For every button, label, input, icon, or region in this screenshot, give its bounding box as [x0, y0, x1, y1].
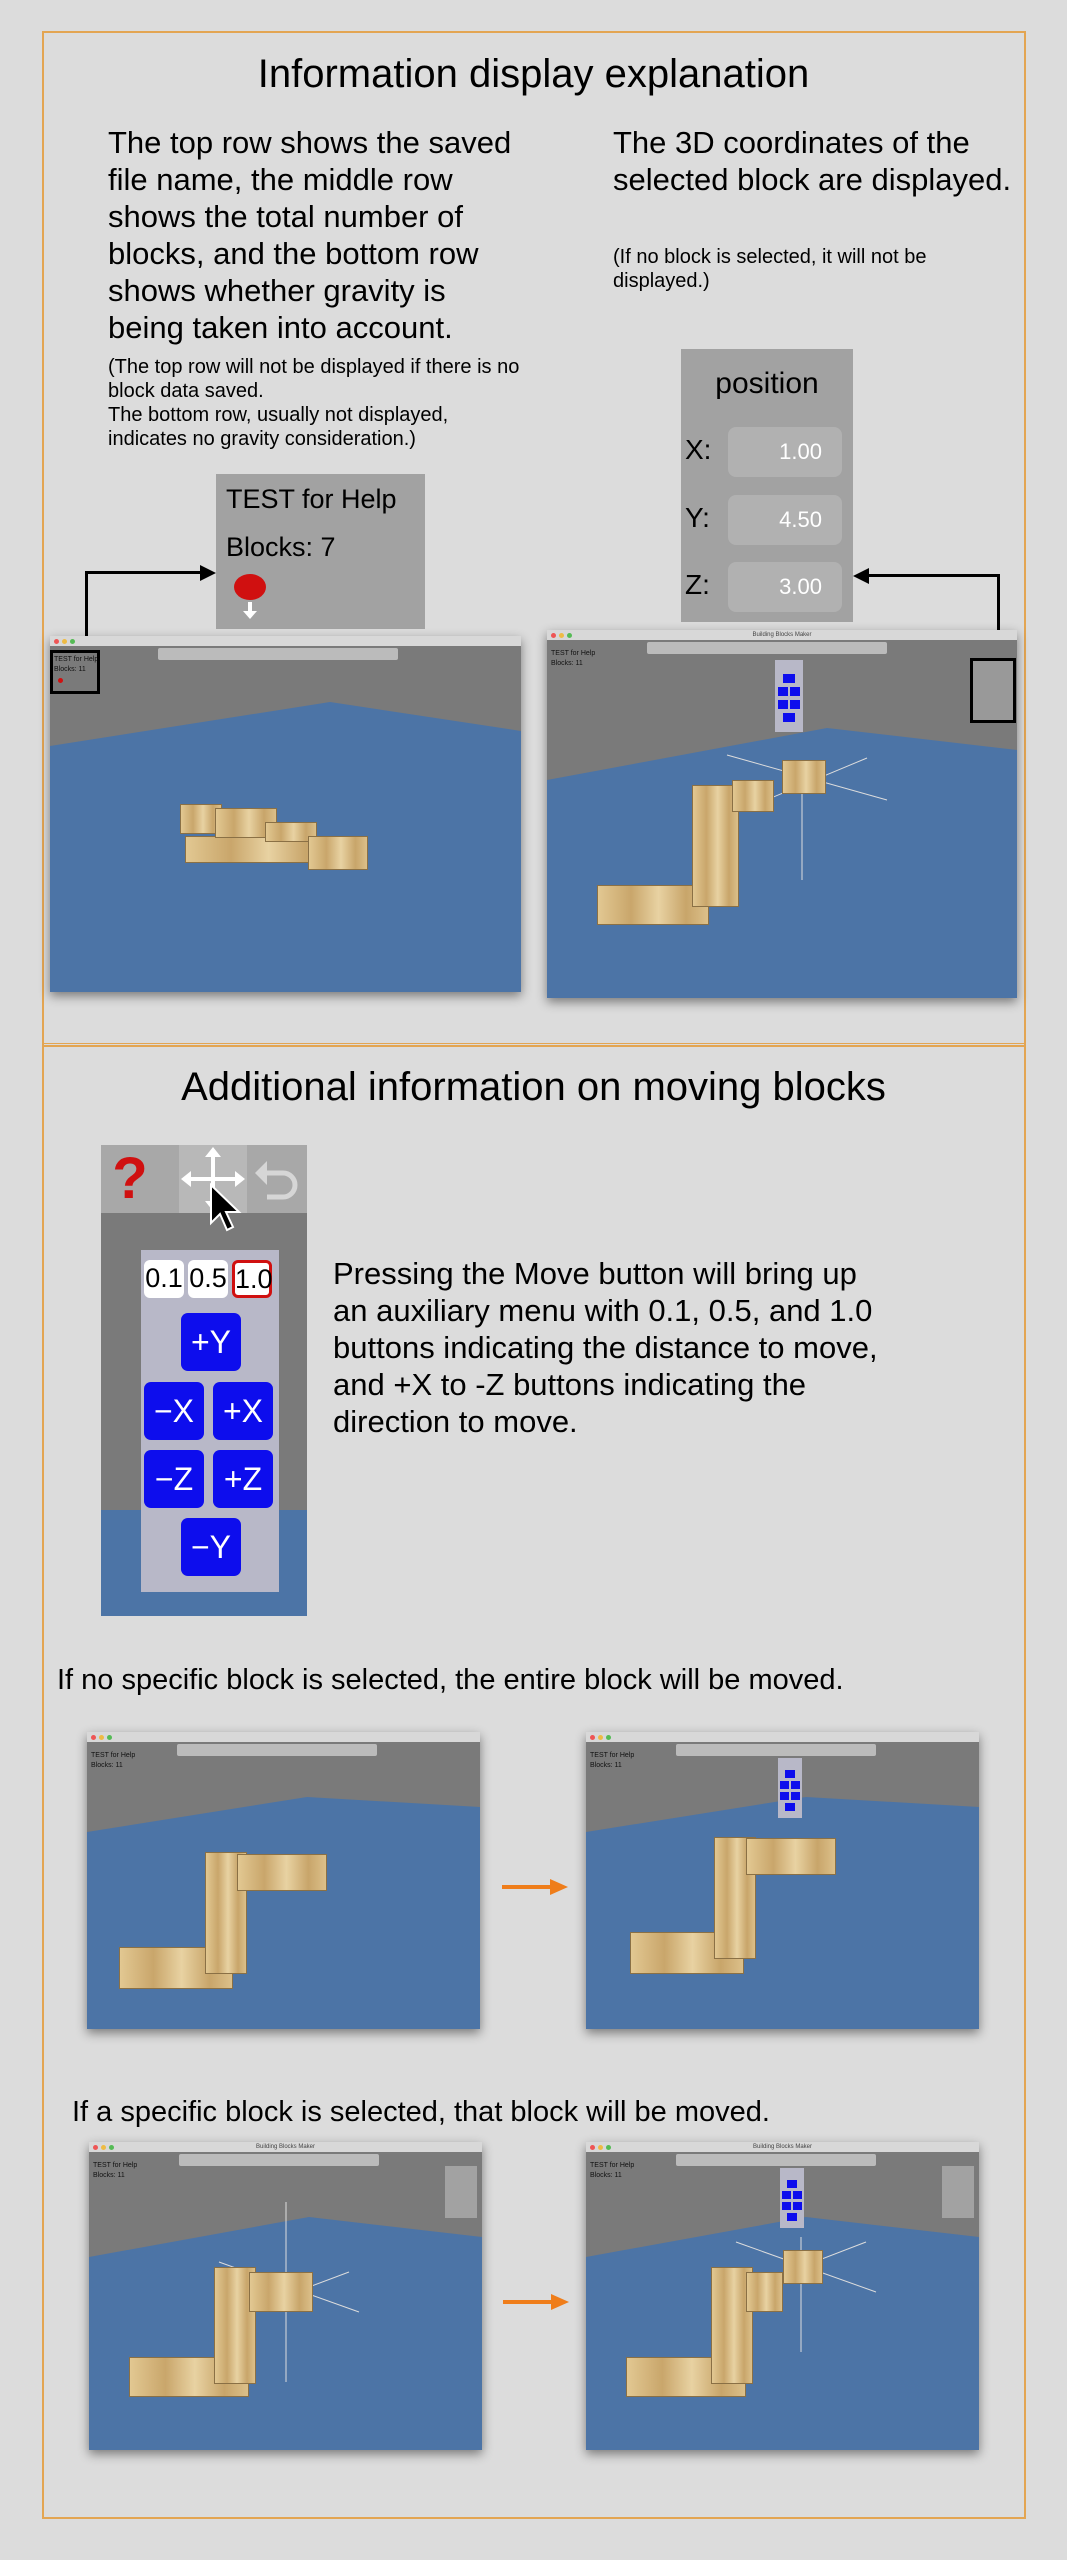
mini-file-label: TEST for Help — [551, 650, 596, 657]
screenshot-specific-after — [586, 2142, 979, 2450]
arrow-right-icon — [503, 2293, 569, 2311]
position-x-label: X: — [685, 434, 712, 465]
mini-file-label: TEST for Help — [91, 1752, 136, 1759]
block-shape — [782, 760, 826, 794]
info-left-note-line-2: The bottom row, usually not displayed, indicates no gravity consideration.) — [108, 404, 449, 450]
gravity-icon — [234, 574, 266, 624]
position-panel — [681, 349, 853, 622]
position-panel-title: position — [715, 367, 819, 400]
distance-0-5-button[interactable]: 0.5 — [188, 1260, 228, 1298]
screenshot-entire-after — [586, 1732, 979, 2029]
section-title-info: Information display explanation — [257, 52, 810, 96]
mini-file-label: TEST for Help — [590, 1752, 635, 1759]
caption-entire-move: If no specific block is selected, the entire block will be moved. — [57, 1664, 844, 1696]
highlight-box — [50, 650, 100, 694]
position-z-field: 3.00 — [728, 562, 842, 612]
mini-file-label: TEST for Help — [93, 2162, 138, 2169]
connector-line-horizontal-left — [85, 571, 205, 574]
info-right-text: The 3D coordinates of the selected block are displayed. — [613, 125, 1012, 197]
window-title: Building Blocks Maker — [255, 2144, 316, 2150]
block-shape — [732, 780, 774, 812]
app-toolbar — [676, 1744, 876, 1756]
mini-file-label: TEST for Help — [590, 2162, 635, 2169]
mini-blocks-label: Blocks: 11 — [590, 1762, 622, 1769]
app-toolbar — [158, 648, 398, 660]
help-button[interactable]: ? — [112, 1146, 148, 1211]
arrow-head-right-icon — [200, 565, 216, 581]
screenshot-entire-before — [87, 1732, 480, 2029]
mini-move-menu — [778, 1758, 802, 1818]
move-plus-y-button[interactable]: +Y — [181, 1313, 241, 1371]
mini-blocks-label: Blocks: 11 — [54, 666, 86, 673]
block-shape — [237, 1854, 327, 1891]
section-title-moving: Additional information on moving blocks — [181, 1065, 886, 1109]
info-left-note-line-1: (The top row will not be displayed if there is no block data saved. — [108, 356, 520, 402]
mini-blocks-label: Blocks: 11 — [93, 2172, 125, 2179]
app-toolbar — [647, 642, 887, 654]
move-minus-z-button[interactable]: −Z — [144, 1450, 204, 1508]
highlight-box — [970, 658, 1016, 723]
mini-blocks-label: Blocks: 11 — [551, 660, 583, 667]
distance-1-0-button[interactable]: 1.0 — [232, 1260, 272, 1298]
scene-background — [50, 636, 521, 992]
position-z-label: Z: — [685, 569, 710, 600]
info-panel — [216, 474, 425, 629]
mini-blocks-label: Blocks: 11 — [590, 2172, 622, 2179]
app-toolbar — [177, 1744, 377, 1756]
info-panel-file-name: TEST for Help — [226, 484, 397, 514]
screenshot-info-right — [547, 630, 1017, 998]
info-panel-blocks: Blocks: 7 — [226, 532, 336, 562]
info-left-text: The top row shows the saved file name, the middle row shows the total number of blocks, and the bottom row shows whether gravity is being taken into account. — [108, 125, 512, 345]
move-minus-x-button[interactable]: −X — [144, 1382, 204, 1440]
window-title: Building Blocks Maker — [752, 632, 812, 638]
screenshot-specific-before — [89, 2142, 482, 2450]
caption-specific-move: If a specific block is selected, that block will be moved. — [72, 2096, 770, 2128]
arrow-head-left-icon — [853, 568, 869, 584]
move-plus-x-button[interactable]: +X — [213, 1382, 273, 1440]
move-plus-z-button[interactable]: +Z — [213, 1450, 273, 1508]
mini-move-menu — [780, 2168, 804, 2228]
move-minus-y-button[interactable]: −Y — [181, 1518, 241, 1576]
position-x-field: 1.00 — [728, 427, 842, 477]
info-right-note: (If no block is selected, it will not be displayed.) — [613, 246, 927, 292]
block-shape — [308, 836, 368, 870]
mouse-cursor-icon — [209, 1183, 243, 1233]
mini-blocks-label: Blocks: 11 — [91, 1762, 123, 1769]
mini-file-label: TEST for Help — [54, 656, 99, 663]
app-toolbar — [676, 2154, 876, 2166]
arrow-right-icon — [502, 1878, 568, 1896]
connector-line-horizontal-right — [868, 574, 1000, 577]
window-title: Building Blocks Maker — [752, 2144, 813, 2150]
app-toolbar — [179, 2154, 379, 2166]
move-menu-illustration — [101, 1145, 307, 1616]
position-y-field: 4.50 — [728, 495, 842, 545]
mini-position-panel — [445, 2166, 477, 2218]
mini-move-menu — [775, 660, 803, 732]
move-menu-description: Pressing the Move button will bring up an auxiliary menu with 0.1, 0.5, and 1.0 buttons indicating the distance to move, and +X to -Z buttons indicating the direction to move. — [333, 1256, 878, 1439]
block-shape — [746, 2272, 783, 2312]
screenshot-info-left — [50, 636, 521, 992]
block-shape — [746, 1838, 836, 1875]
mini-position-panel — [942, 2166, 974, 2218]
distance-0-1-button[interactable]: 0.1 — [144, 1260, 184, 1298]
block-shape — [783, 2250, 823, 2284]
position-y-label: Y: — [685, 502, 710, 533]
block-shape — [249, 2272, 313, 2312]
move-submenu — [141, 1250, 279, 1592]
undo-icon[interactable] — [253, 1155, 301, 1205]
info-left-note — [108, 355, 528, 451]
